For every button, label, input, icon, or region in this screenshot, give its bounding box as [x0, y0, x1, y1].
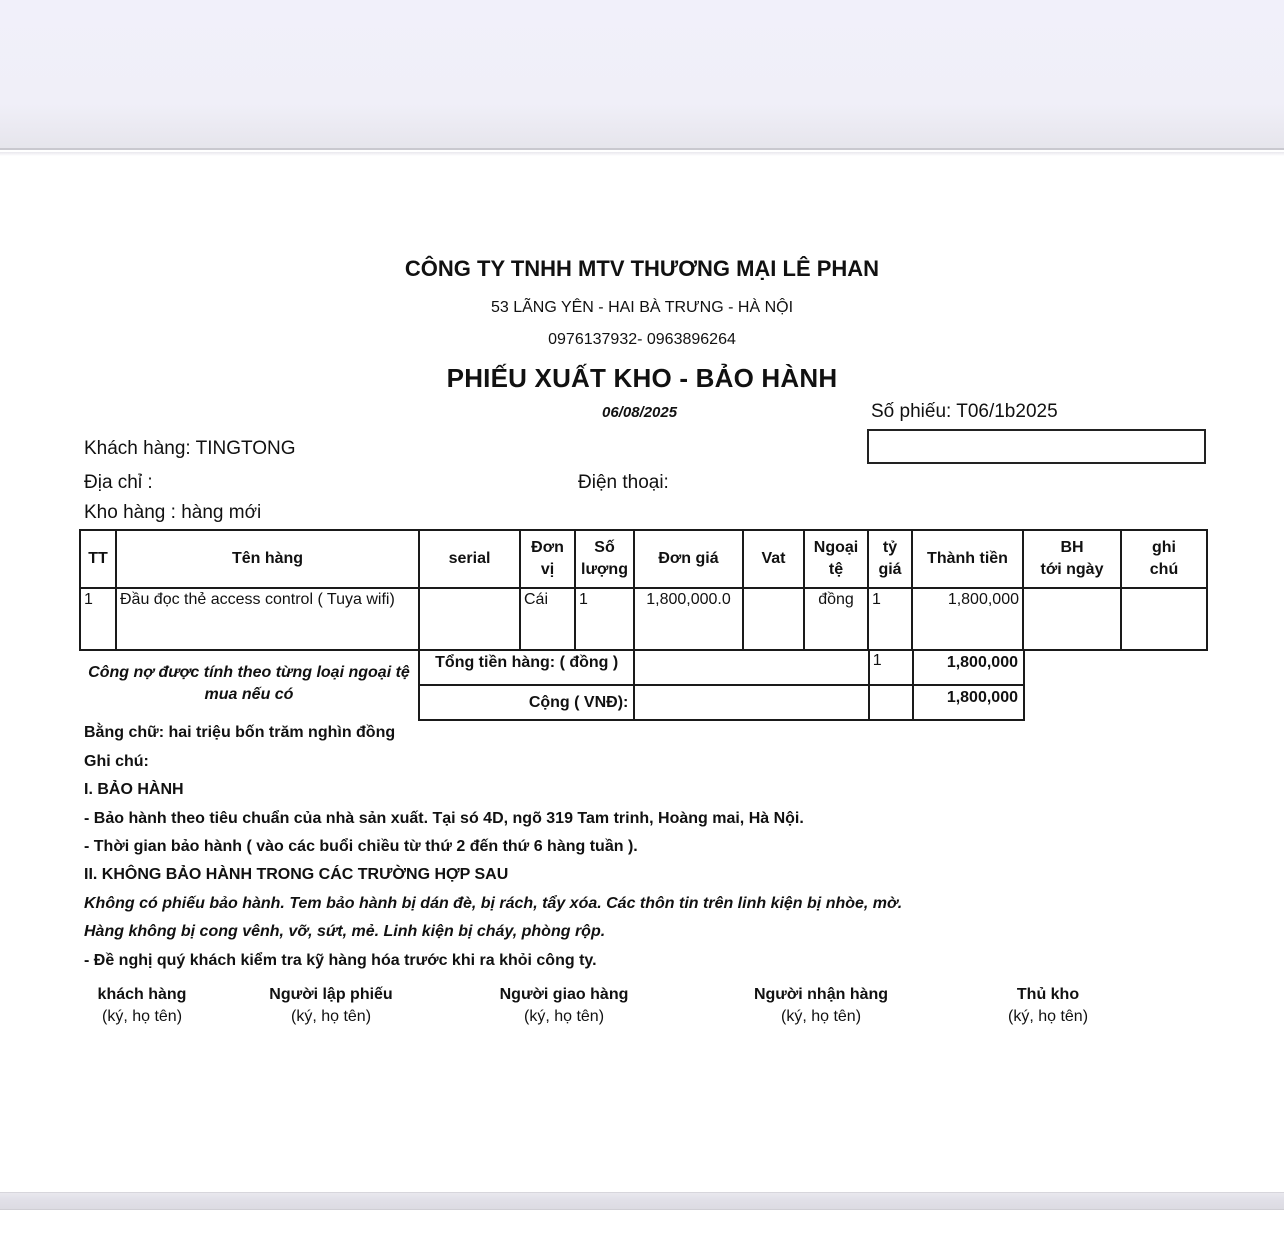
- no-warranty-section-title: II. KHÔNG BẢO HÀNH TRONG CÁC TRƯỜNG HỢP SAU: [84, 866, 509, 883]
- header-currency: Ngoại tệ: [804, 530, 868, 588]
- cell-quantity: 1: [575, 588, 634, 650]
- customer-address: Địa chỉ :: [84, 472, 153, 493]
- total-goods-label: Tổng tiền hàng: ( đồng ): [419, 650, 634, 685]
- warranty-line-1: - Bảo hành theo tiêu chuẩn của nhà sản xuất. Tại só 4D, ngõ 319 Tam trinh, Hoàng mai, Hà Nội.: [84, 810, 804, 827]
- cell-rate: 1: [868, 588, 912, 650]
- cell-tt: 1: [80, 588, 116, 650]
- cell-unit-price: 1,800,000.0: [634, 588, 743, 650]
- debt-note: Công nợ được tính theo từng loại ngoại tệ mua nếu có: [88, 664, 410, 703]
- signature-customer: [62, 984, 222, 1028]
- cell-vat: [743, 588, 804, 650]
- viewer-bottom-bar: [0, 1192, 1284, 1210]
- summary-row-total-goods: [419, 650, 1024, 685]
- customer-name: Khách hàng: TINGTONG: [84, 438, 296, 459]
- warranty-line-2: - Thời gian bảo hành ( vào các buổi chiều từ thứ 2 đến thứ 6 hàng tuần ).: [84, 838, 638, 855]
- signature-receiver: [736, 984, 906, 1028]
- warranty-section-title: I. BẢO HÀNH: [84, 781, 184, 798]
- recommendation: - Đề nghị quý khách kiểm tra kỹ hàng hóa trước khi ra khỏi công ty.: [84, 952, 597, 969]
- header-serial: serial: [419, 530, 520, 588]
- signature-hint: (ký, họ tên): [780, 1008, 862, 1025]
- signature-role: Thủ kho: [1016, 986, 1080, 1003]
- signature-storekeeper: [968, 984, 1128, 1028]
- cell-name: Đầu đọc thẻ access control ( Tuya wifi): [116, 588, 419, 650]
- header-vat: Vat: [743, 530, 804, 588]
- items-table: [79, 529, 1208, 651]
- total-vnd-blank: [634, 685, 868, 720]
- signature-hint: (ký, họ tên): [523, 1008, 605, 1025]
- customer-phone: Điện thoại:: [578, 472, 669, 493]
- signature-creator: [251, 984, 411, 1028]
- amount-in-words: Bằng chữ: hai triệu bốn trăm nghìn đồng: [84, 724, 396, 741]
- total-vnd-amount: 1,800,000: [913, 685, 1024, 720]
- company-address: 53 LÃNG YÊN - HAI BÀ TRƯNG - HÀ NỘI: [490, 299, 794, 316]
- company-phone: 0976137932- 0963896264: [548, 331, 736, 348]
- signature-role: khách hàng: [97, 986, 187, 1003]
- cell-amount: 1,800,000: [912, 588, 1023, 650]
- table-header-row: [80, 530, 1207, 588]
- company-name: CÔNG TY TNHH MTV THƯƠNG MẠI LÊ PHAN: [404, 256, 880, 281]
- total-goods-blank: [634, 650, 868, 685]
- document-number-box: [867, 429, 1206, 464]
- header-name: Tên hàng: [116, 530, 419, 588]
- summary-table: [418, 649, 1025, 721]
- total-goods-rate: 1: [869, 650, 913, 685]
- no-warranty-line-2: Hàng không bị cong vênh, vỡ, sứt, mẻ. Linh kiện bị cháy, phòng rộp.: [84, 923, 606, 940]
- header-amount: Thành tiền: [912, 530, 1023, 588]
- cell-serial: [419, 588, 520, 650]
- document-number: Số phiếu: T06/1b2025: [871, 401, 1058, 422]
- table-row: [80, 588, 1207, 650]
- header-note: ghi chú: [1121, 530, 1207, 588]
- signature-hint: (ký, họ tên): [1007, 1008, 1089, 1025]
- viewer-top-bar: [0, 0, 1284, 150]
- header-unit-price: Đơn giá: [634, 530, 743, 588]
- warehouse: Kho hàng : hàng mới: [84, 502, 262, 523]
- total-vnd-label: Cộng ( VNĐ):: [419, 685, 634, 720]
- note-label: Ghi chú:: [84, 753, 149, 770]
- header-tt: TT: [80, 530, 116, 588]
- header-rate: tỷ giá: [868, 530, 912, 588]
- signature-deliverer: [484, 984, 644, 1028]
- signature-hint: (ký, họ tên): [101, 1008, 183, 1025]
- document-title: PHIẾU XUẤT KHO - BẢO HÀNH: [446, 363, 838, 393]
- cell-note: [1121, 588, 1207, 650]
- header-unit: Đơn vị: [520, 530, 575, 588]
- cell-warranty: [1023, 588, 1121, 650]
- total-vnd-rate: [869, 685, 913, 720]
- summary-row-total-vnd: [419, 685, 1024, 720]
- cell-unit: Cái: [520, 588, 575, 650]
- document-date: 06/08/2025: [602, 404, 678, 421]
- signature-role: Người nhận hàng: [753, 986, 889, 1003]
- signature-role: Người giao hàng: [499, 986, 629, 1003]
- signature-hint: (ký, họ tên): [290, 1008, 372, 1025]
- header-warranty: BH tới ngày: [1023, 530, 1121, 588]
- no-warranty-line-1: Không có phiếu bảo hành. Tem bảo hành bị dán đè, bị rách, tẩy xóa. Các thôn tin trên linh kiện bị nhòe, mờ.: [84, 895, 903, 912]
- page-top-shadow: [0, 152, 1284, 156]
- total-goods-amount: 1,800,000: [913, 650, 1024, 685]
- signature-role: Người lập phiếu: [269, 986, 393, 1003]
- header-quantity: Số lượng: [575, 530, 634, 588]
- cell-currency: đồng: [804, 588, 868, 650]
